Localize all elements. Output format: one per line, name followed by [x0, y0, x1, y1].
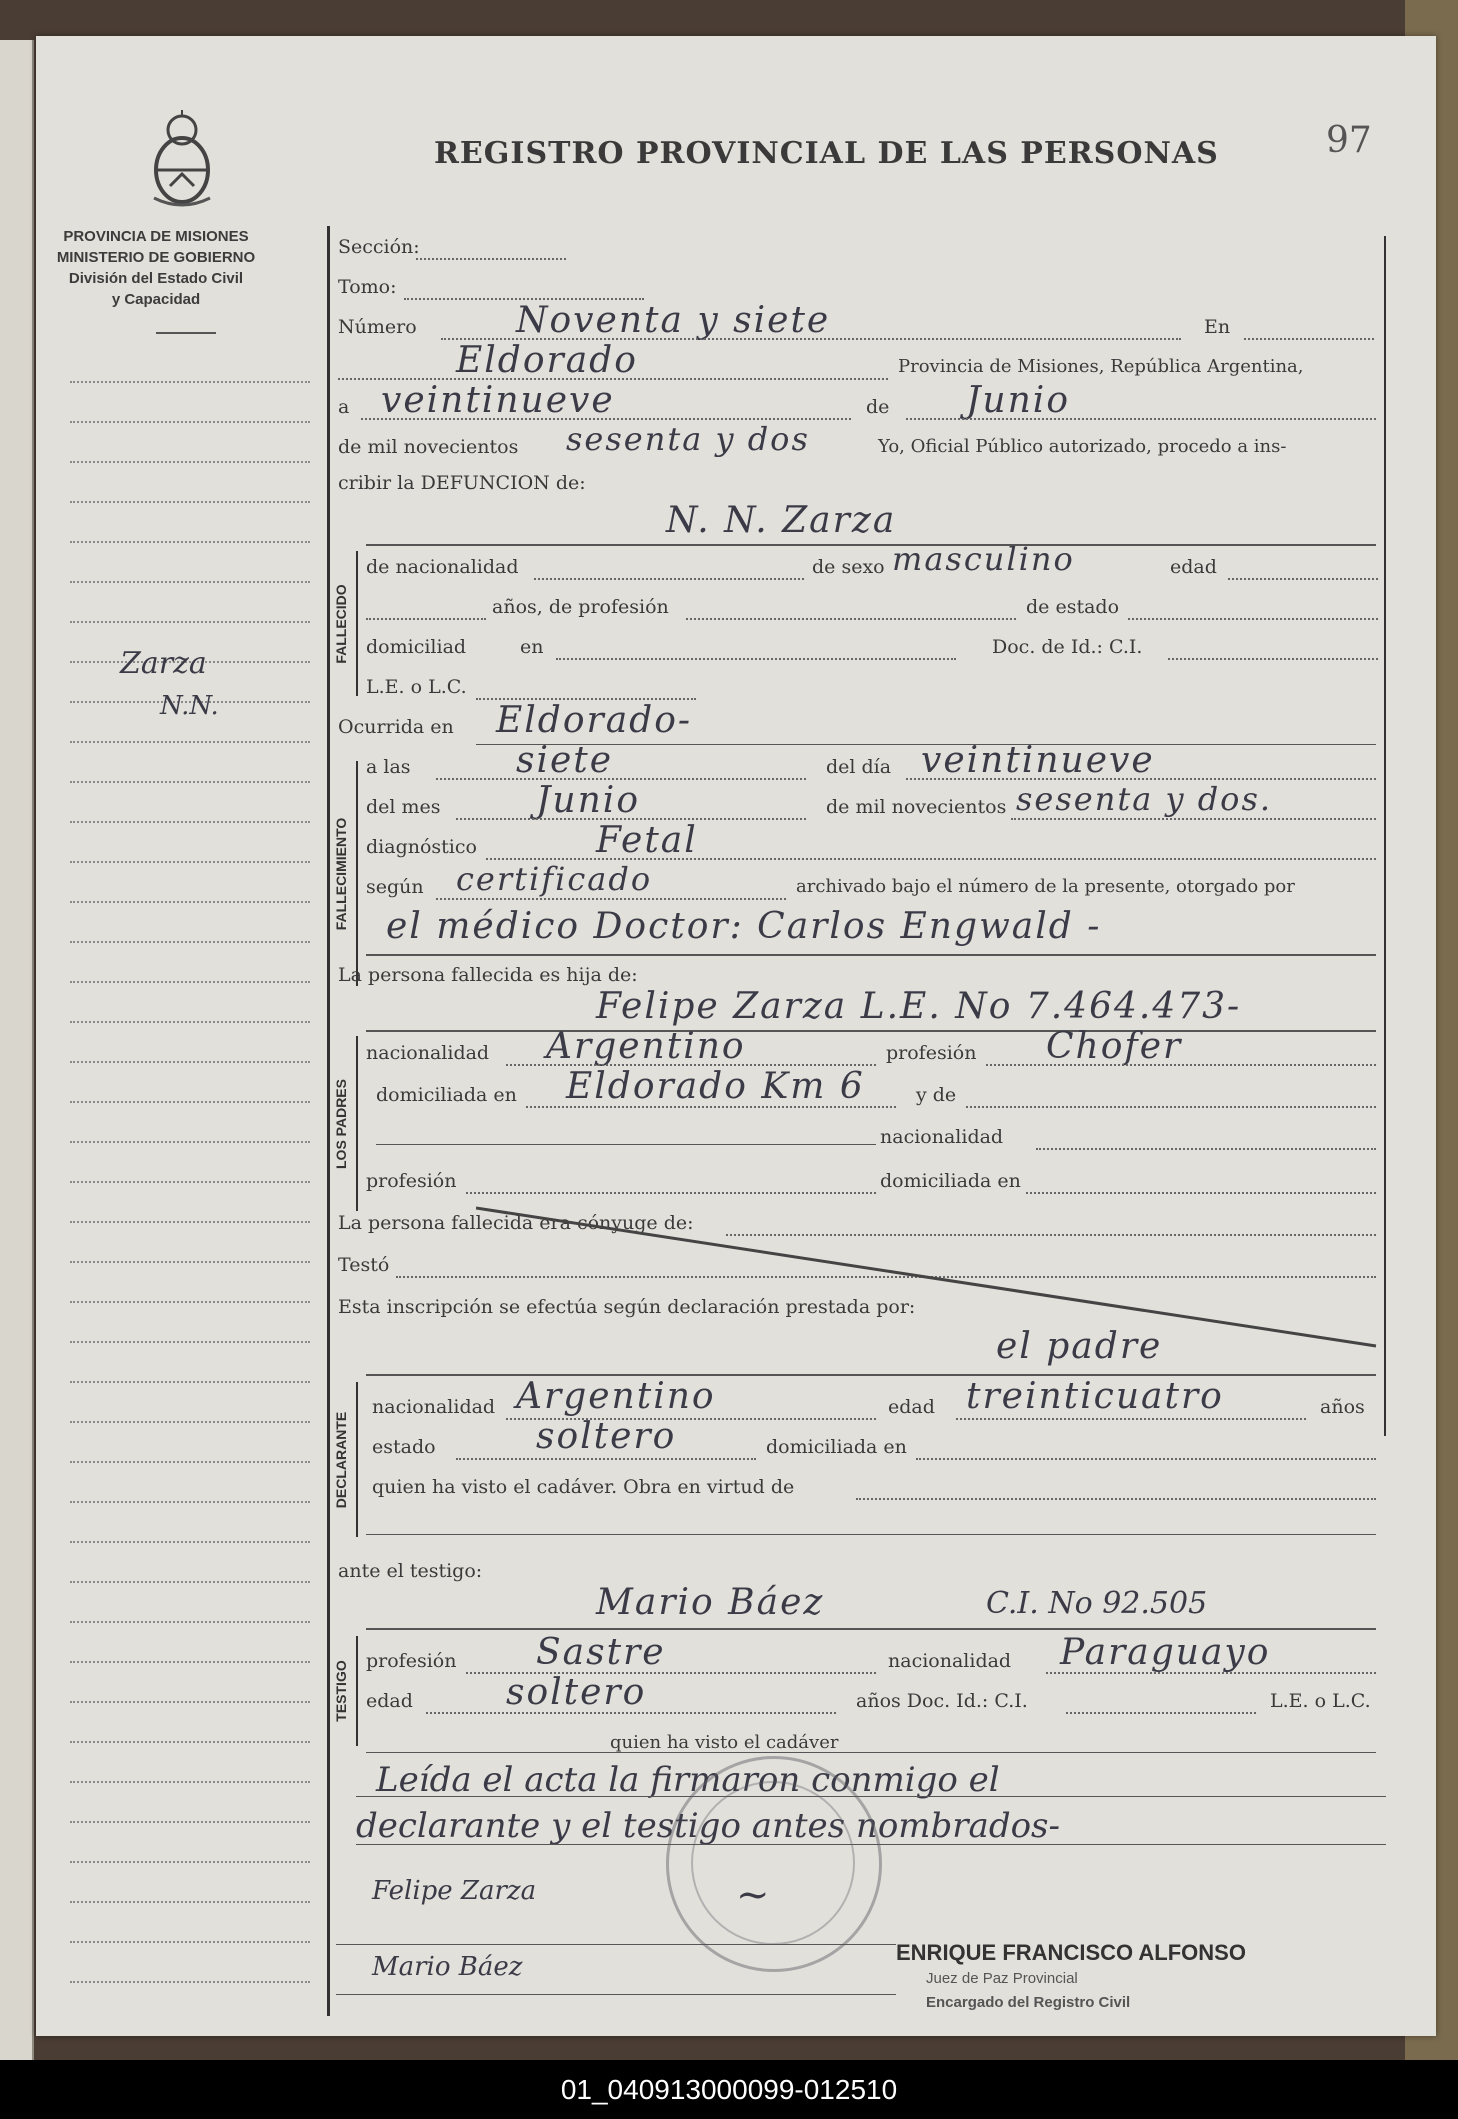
- hw-nac-padre: Argentino: [546, 1026, 746, 1067]
- document-id: 01_040913000099-012510: [560, 2074, 898, 2105]
- hw-dia2: veintinueve: [921, 740, 1155, 781]
- label-nacionalidad-decl: nacionalidad: [372, 1396, 496, 1418]
- hw-ocurrida: Eldorado-: [496, 700, 693, 741]
- hw-testigo: Mario Báez: [596, 1582, 825, 1623]
- signature-testigo: Mario Báez: [372, 1952, 523, 1982]
- section-fallecido: FALLECIDO: [333, 583, 349, 664]
- hw-padre: Felipe Zarza L.E. No 7.464.473-: [596, 986, 1242, 1027]
- label-diagnostico: diagnóstico: [366, 836, 477, 858]
- office-header: [46, 226, 266, 310]
- label-en: En: [1204, 316, 1231, 338]
- label-anos-decl: años: [1320, 1396, 1365, 1418]
- label-tomo: Tomo:: [338, 276, 397, 298]
- label-en-domicilio: en: [520, 636, 544, 658]
- office-line-province: PROVINCIA DE MISIONES: [63, 228, 249, 245]
- label-hija-de: La persona fallecida es hija de:: [338, 964, 638, 986]
- hw-anio: sesenta y dos: [566, 420, 810, 458]
- office-line-division: División del Estado Civil: [68, 270, 244, 287]
- hw-edad-test: soltero: [506, 1672, 647, 1713]
- label-de-mil: de mil novecientos: [338, 436, 519, 458]
- label-domiciliada-madre: domiciliada en: [880, 1170, 1021, 1192]
- adjacent-page: [0, 40, 34, 2060]
- hw-leida2: declarante y el testigo antes nombrados-: [356, 1806, 1060, 1846]
- page-number: 97: [1326, 120, 1372, 161]
- hw-nac-decl: Argentino: [516, 1376, 716, 1417]
- label-de-mil-nov: de mil novecientos: [826, 796, 1007, 818]
- hw-segun: certificado: [456, 860, 653, 898]
- label-yo-oficial: Yo, Oficial Público autorizado, procedo a ins-: [878, 436, 1287, 457]
- hw-nac-test: Paraguayo: [1060, 1632, 1271, 1673]
- section-fallecimiento: FALLECIMIENTO: [333, 817, 349, 930]
- label-declaracion: Esta inscripción se efectúa según declaración prestada por:: [338, 1296, 916, 1318]
- label-nacionalidad-madre: nacionalidad: [880, 1126, 1004, 1148]
- label-a: a: [338, 396, 350, 418]
- label-nacionalidad-padre: nacionalidad: [366, 1042, 490, 1064]
- hw-declarante: el padre: [996, 1326, 1163, 1367]
- label-provincia: Provincia de Misiones, República Argentina,: [898, 356, 1304, 377]
- hw-sexo: masculino: [892, 540, 1075, 578]
- label-cribir: cribir la DEFUNCION de:: [338, 472, 586, 494]
- hw-prof-test: Sastre: [536, 1632, 666, 1673]
- margin-initials: N.N.: [160, 691, 219, 721]
- label-ocurrida: Ocurrida en: [338, 716, 454, 738]
- label-seccion: Sección:: [338, 236, 420, 258]
- label-quien-cadaver: quien ha visto el cadáver. Obra en virtud de: [372, 1476, 795, 1498]
- hw-diagnostico: Fetal: [596, 820, 698, 861]
- page-title: REGISTRO PROVINCIAL DE LAS PERSONAS: [434, 136, 1219, 171]
- hw-mes: Junio: [966, 380, 1070, 421]
- label-quien-cadaver-test: quien ha visto el cadáver: [610, 1732, 839, 1753]
- label-edad-test: edad: [366, 1690, 413, 1712]
- label-de-sexo: de sexo: [812, 556, 885, 578]
- signature-official: ~: [736, 1872, 770, 1918]
- hw-medico: el médico Doctor: Carlos Engwald -: [386, 906, 1102, 947]
- label-doc-id: Doc. de Id.: C.I.: [992, 636, 1143, 658]
- label-numero: Número: [338, 316, 417, 338]
- label-testo: Testó: [338, 1254, 390, 1276]
- label-estado-decl: estado: [372, 1436, 436, 1458]
- hw-dom-padre: Eldorado Km 6: [566, 1066, 865, 1107]
- label-profesion-test: profesión: [366, 1650, 457, 1672]
- label-conyuge: La persona fallecida era cónyuge de:: [338, 1212, 694, 1234]
- label-archivado: archivado bajo el número de la presente, otorgado por: [796, 876, 1295, 897]
- label-domiciliada-padre: domiciliada en: [376, 1084, 517, 1106]
- footer-bar: [0, 2060, 1458, 2119]
- coat-of-arms-icon: [144, 108, 220, 212]
- hw-nombre: N. N. Zarza: [666, 500, 897, 541]
- section-declarante: DECLARANTE: [333, 1411, 349, 1508]
- official-role: Encargado del Registro Civil: [926, 1994, 1131, 2011]
- hw-dia: veintinueve: [381, 380, 615, 421]
- hw-estado-decl: soltero: [536, 1416, 677, 1457]
- label-ante-testigo: ante el testigo:: [338, 1560, 483, 1582]
- section-testigo: TESTIGO: [333, 1660, 349, 1722]
- label-domiciliada-decl: domiciliada en: [766, 1436, 907, 1458]
- hw-lugar: Eldorado: [456, 340, 638, 381]
- hw-prof-padre: Chofer: [1046, 1026, 1183, 1067]
- official-stamp-inner: [691, 1781, 855, 1945]
- label-edad: edad: [1170, 556, 1217, 578]
- official-name: ENRIQUE FRANCISCO ALFONSO: [896, 1940, 1246, 1965]
- label-anos-profesion: años, de profesión: [492, 596, 669, 618]
- label-nacionalidad-test: nacionalidad: [888, 1650, 1012, 1672]
- label-anos-doc: años Doc. Id.: C.I.: [856, 1690, 1028, 1712]
- label-de: de: [866, 396, 890, 418]
- label-y-de: y de: [916, 1084, 957, 1106]
- hw-anio2: sesenta y dos.: [1016, 780, 1273, 818]
- label-domiciliad: domiciliad: [366, 636, 467, 658]
- label-a-las: a las: [366, 756, 411, 778]
- label-del-mes: del mes: [366, 796, 441, 818]
- section-padres: LOS PADRES: [333, 1078, 349, 1169]
- hw-hora: siete: [516, 740, 614, 781]
- label-de-nacionalidad: de nacionalidad: [366, 556, 519, 578]
- header-rule: [156, 332, 216, 334]
- label-profesion-madre: profesión: [366, 1170, 457, 1192]
- margin-surname: Zarza: [120, 646, 207, 681]
- signature-declarante: Felipe Zarza: [372, 1876, 537, 1906]
- official-title: Juez de Paz Provincial: [926, 1970, 1078, 1987]
- office-line-ministry: MINISTERIO DE GOBIERNO: [56, 249, 256, 266]
- hw-mes2: Junio: [536, 780, 640, 821]
- label-de-estado: de estado: [1026, 596, 1120, 618]
- hw-numero: Noventa y siete: [516, 300, 831, 341]
- label-profesion-padre: profesión: [886, 1042, 977, 1064]
- label-segun: según: [366, 876, 424, 898]
- office-line-capacidad: y Capacidad: [111, 291, 201, 308]
- label-del-dia: del día: [826, 756, 892, 778]
- hw-testigo-ci: C.I. No 92.505: [986, 1586, 1208, 1621]
- hw-leida1: Leída el acta la firmaron conmigo el: [376, 1760, 1000, 1800]
- label-le-lc: L.E. o L.C.: [366, 676, 467, 698]
- label-edad-decl: edad: [888, 1396, 935, 1418]
- hw-edad-decl: treinticuatro: [966, 1376, 1224, 1417]
- label-le-lc-test: L.E. o L.C.: [1270, 1690, 1371, 1712]
- register-page: [36, 36, 1436, 2036]
